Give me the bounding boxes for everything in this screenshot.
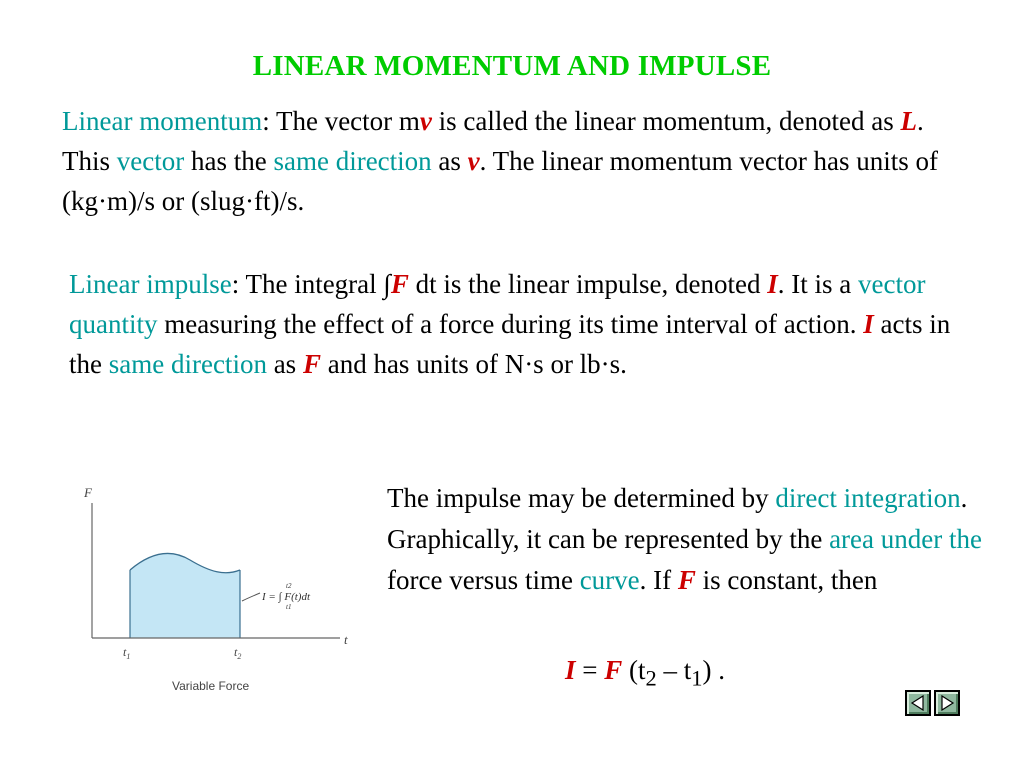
- text: as: [431, 146, 468, 176]
- symbol-v: v: [467, 146, 480, 176]
- symbol-F: F: [302, 349, 321, 379]
- variable-force-figure: [70, 478, 360, 703]
- text: has the: [184, 146, 274, 176]
- symbol-F: F: [604, 655, 623, 685]
- text: and has units of N·s or lb·s.: [320, 349, 627, 379]
- text: as: [266, 349, 303, 379]
- t1-label: [123, 645, 130, 661]
- figure-caption: Variable Force: [172, 679, 250, 693]
- text: measuring the effect of a force during its time interval of action.: [157, 309, 864, 339]
- text: . It is a: [777, 269, 859, 299]
- formula-text: (t: [622, 655, 646, 685]
- text: . The linear momentum vector has units of (kg·m)/s or (slug·ft)/s.: [62, 146, 939, 216]
- t1-label-main: t: [123, 645, 127, 659]
- slide-navigation: [905, 690, 960, 716]
- text: : The vector m: [262, 106, 420, 136]
- t2-label-main: t: [234, 645, 238, 659]
- integral-leader-line: [242, 593, 260, 601]
- term-linear-impulse: Linear impulse: [69, 269, 232, 299]
- text: The impulse may be determined by: [387, 483, 776, 513]
- term-direct-integration: direct integration: [775, 483, 961, 513]
- term-linear-momentum: Linear momentum: [62, 106, 263, 136]
- text: acts in the: [69, 309, 951, 379]
- term-same-direction: same direction: [108, 349, 267, 379]
- linear-momentum-paragraph: [62, 101, 962, 221]
- symbol-v: v: [419, 106, 432, 136]
- text: is called the linear momentum, denoted as: [431, 106, 901, 136]
- linear-impulse-paragraph: [69, 264, 969, 384]
- formula-text: – t: [656, 655, 692, 685]
- impulse-area: [130, 553, 240, 638]
- term-curve: curve: [579, 565, 640, 595]
- symbol-I: I: [863, 309, 874, 339]
- symbol-I: I: [767, 269, 778, 299]
- text: is constant, then: [695, 565, 878, 595]
- triangle-right-icon: [939, 695, 955, 711]
- slide-title: LINEAR MOMENTUM AND IMPULSE: [252, 50, 772, 82]
- previous-slide-button[interactable]: [905, 690, 931, 716]
- integral-upper-limit: t2: [286, 582, 292, 590]
- text: . If: [639, 565, 678, 595]
- force-time-graph: [70, 478, 360, 698]
- formula-text: ) .: [702, 655, 726, 685]
- term-area-under-the: area under the: [829, 524, 982, 554]
- term-vector-quantity: vector quantity: [69, 269, 926, 339]
- symbol-L: L: [900, 106, 918, 136]
- graphical-impulse-paragraph: [387, 478, 1007, 601]
- symbol-F: F: [677, 565, 696, 595]
- symbol-F: F: [390, 269, 409, 299]
- integral-lower-limit: t1: [286, 603, 292, 611]
- x-axis-label: t: [344, 632, 348, 647]
- subscript-1: 1: [691, 665, 703, 691]
- text: : The integral ∫: [231, 269, 391, 299]
- text: dt is the linear impulse, denoted: [408, 269, 768, 299]
- term-vector: vector: [116, 146, 185, 176]
- t1-label-sub: 1: [126, 652, 131, 661]
- triangle-left-icon: [910, 695, 926, 711]
- symbol-I: I: [565, 655, 576, 685]
- impulse-formula: [565, 655, 725, 691]
- t2-label: [234, 645, 241, 661]
- text: . Graphically, it can be represented by the: [387, 483, 968, 554]
- text: force versus time: [387, 565, 580, 595]
- equals-sign: =: [575, 655, 605, 685]
- term-same-direction: same direction: [273, 146, 432, 176]
- y-axis-label: F: [84, 485, 92, 500]
- text: . This: [62, 106, 924, 176]
- subscript-2: 2: [645, 665, 657, 691]
- next-slide-button[interactable]: [934, 690, 960, 716]
- integral-annotation: I = ∫ F(t)dt: [262, 591, 311, 603]
- t2-label-sub: 2: [237, 652, 242, 661]
